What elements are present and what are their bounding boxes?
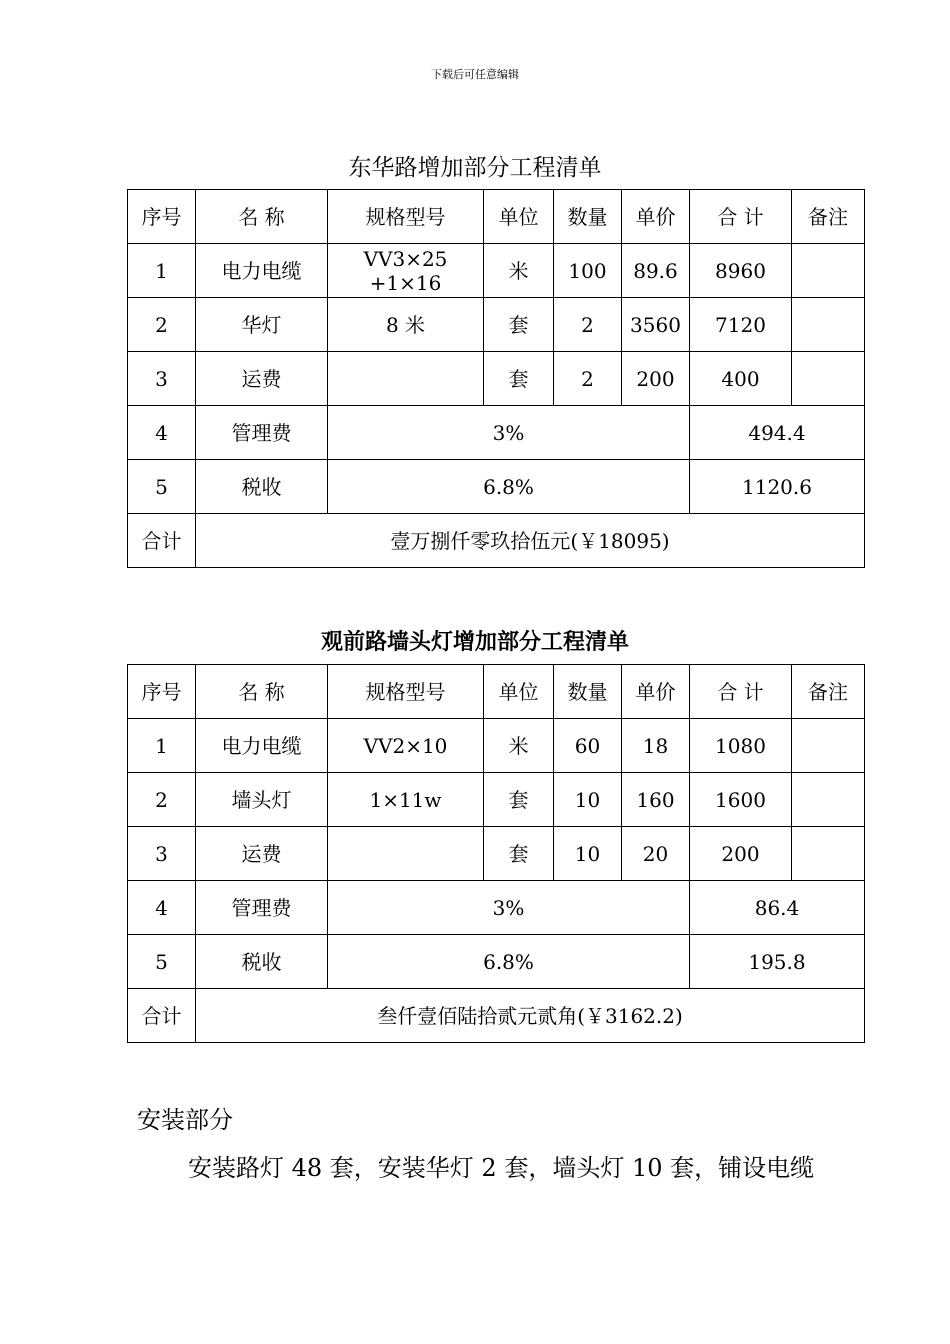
- cell-total: 1120.6: [690, 460, 865, 514]
- sum-value: 叁仟壹佰陆拾贰元贰角(￥3162.2): [196, 989, 865, 1043]
- header-note: 下载后可任意编辑: [431, 68, 519, 81]
- cell-qty: 60: [554, 719, 622, 773]
- header-cell: 备注: [792, 190, 865, 244]
- table-row: [128, 460, 865, 514]
- section-body: 安装路灯 48 套，安装华灯 2 套，墙头灯 10 套，铺设电缆: [188, 1154, 815, 1182]
- cell-rate: 6.8%: [328, 460, 690, 514]
- table-header-row: [128, 190, 865, 244]
- cell-name: 电力电缆: [196, 244, 328, 298]
- cell-price: 20: [622, 827, 690, 881]
- header-cell: 名 称: [196, 190, 328, 244]
- cell-unit: 套: [484, 773, 554, 827]
- table-sum-row: [128, 989, 865, 1043]
- cell-no: 1: [128, 244, 196, 298]
- cell-spec: 1×11w: [328, 773, 484, 827]
- cell-unit: 套: [484, 298, 554, 352]
- cell-total: 494.4: [690, 406, 865, 460]
- header-cell: 序号: [128, 190, 196, 244]
- cell-name: 墙头灯: [196, 773, 328, 827]
- cell-no: 5: [128, 935, 196, 989]
- cell-no: 4: [128, 406, 196, 460]
- table-row: [128, 773, 865, 827]
- spec-line: +1×16: [369, 270, 442, 295]
- header-cell: 序号: [128, 665, 196, 719]
- cell-note: [792, 719, 865, 773]
- cell-no: 4: [128, 881, 196, 935]
- table-row: [128, 298, 865, 352]
- cell-note: [792, 352, 865, 406]
- header-cell: 规格型号: [328, 190, 484, 244]
- cell-total: 8960: [690, 244, 792, 298]
- table-row: [128, 244, 865, 298]
- sum-label: 合计: [128, 989, 196, 1043]
- table1-title: 东华路增加部分工程清单: [348, 155, 602, 181]
- table2: [127, 664, 865, 1043]
- cell-unit: 套: [484, 827, 554, 881]
- cell-note: [792, 827, 865, 881]
- header-cell: 规格型号: [328, 665, 484, 719]
- cell-name: 电力电缆: [196, 719, 328, 773]
- table-row: [128, 406, 865, 460]
- cell-total: 7120: [690, 298, 792, 352]
- header-cell: 合 计: [690, 665, 792, 719]
- header-cell: 名 称: [196, 665, 328, 719]
- cell-rate: 3%: [328, 881, 690, 935]
- table-sum-row: [128, 514, 865, 568]
- cell-price: 200: [622, 352, 690, 406]
- cell-spec: 8 米: [328, 298, 484, 352]
- table-row: [128, 352, 865, 406]
- cell-name: 税收: [196, 460, 328, 514]
- table-row: [128, 881, 865, 935]
- cell-qty: 2: [554, 298, 622, 352]
- cell-qty: 100: [554, 244, 622, 298]
- table2-title: 观前路墙头灯增加部分工程清单: [320, 630, 629, 655]
- cell-spec: [328, 352, 484, 406]
- header-cell: 单价: [622, 665, 690, 719]
- cell-price: 160: [622, 773, 690, 827]
- cell-qty: 10: [554, 827, 622, 881]
- cell-total: 86.4: [690, 881, 865, 935]
- cell-no: 2: [128, 298, 196, 352]
- cell-total: 195.8: [690, 935, 865, 989]
- cell-price: 89.6: [622, 244, 690, 298]
- cell-total: 1080: [690, 719, 792, 773]
- sum-label: 合计: [128, 514, 196, 568]
- cell-name: 运费: [196, 352, 328, 406]
- cell-note: [792, 244, 865, 298]
- table1: [127, 189, 865, 568]
- cell-note: [792, 298, 865, 352]
- header-cell: 数量: [554, 190, 622, 244]
- cell-name: 管理费: [196, 881, 328, 935]
- table-row: [128, 719, 865, 773]
- cell-qty: 10: [554, 773, 622, 827]
- cell-no: 2: [128, 773, 196, 827]
- section-heading: 安装部分: [137, 1106, 233, 1134]
- cell-name: 运费: [196, 827, 328, 881]
- header-cell: 单位: [484, 190, 554, 244]
- header-cell: 单价: [622, 190, 690, 244]
- cell-rate: 3%: [328, 406, 690, 460]
- cell-name: 管理费: [196, 406, 328, 460]
- cell-name: 华灯: [196, 298, 328, 352]
- cell-total: 200: [690, 827, 792, 881]
- cell-price: 18: [622, 719, 690, 773]
- cell-note: [792, 773, 865, 827]
- cell-unit: 米: [484, 719, 554, 773]
- table-header-row: [128, 665, 865, 719]
- header-cell: 备注: [792, 665, 865, 719]
- cell-total: 1600: [690, 773, 792, 827]
- cell-no: 5: [128, 460, 196, 514]
- cell-no: 3: [128, 827, 196, 881]
- table-row: [128, 935, 865, 989]
- cell-unit: 米: [484, 244, 554, 298]
- cell-no: 1: [128, 719, 196, 773]
- header-cell: 合 计: [690, 190, 792, 244]
- sum-value: 壹万捌仟零玖拾伍元(￥18095): [196, 514, 865, 568]
- cell-name: 税收: [196, 935, 328, 989]
- header-cell: 单位: [484, 665, 554, 719]
- cell-price: 3560: [622, 298, 690, 352]
- cell-spec: [328, 244, 484, 298]
- cell-spec: VV2×10: [328, 719, 484, 773]
- cell-rate: 6.8%: [328, 935, 690, 989]
- spec-line: VV3×25: [363, 246, 448, 271]
- table-row: [128, 827, 865, 881]
- cell-no: 3: [128, 352, 196, 406]
- cell-spec: [328, 827, 484, 881]
- header-cell: 数量: [554, 665, 622, 719]
- cell-unit: 套: [484, 352, 554, 406]
- cell-qty: 2: [554, 352, 622, 406]
- cell-total: 400: [690, 352, 792, 406]
